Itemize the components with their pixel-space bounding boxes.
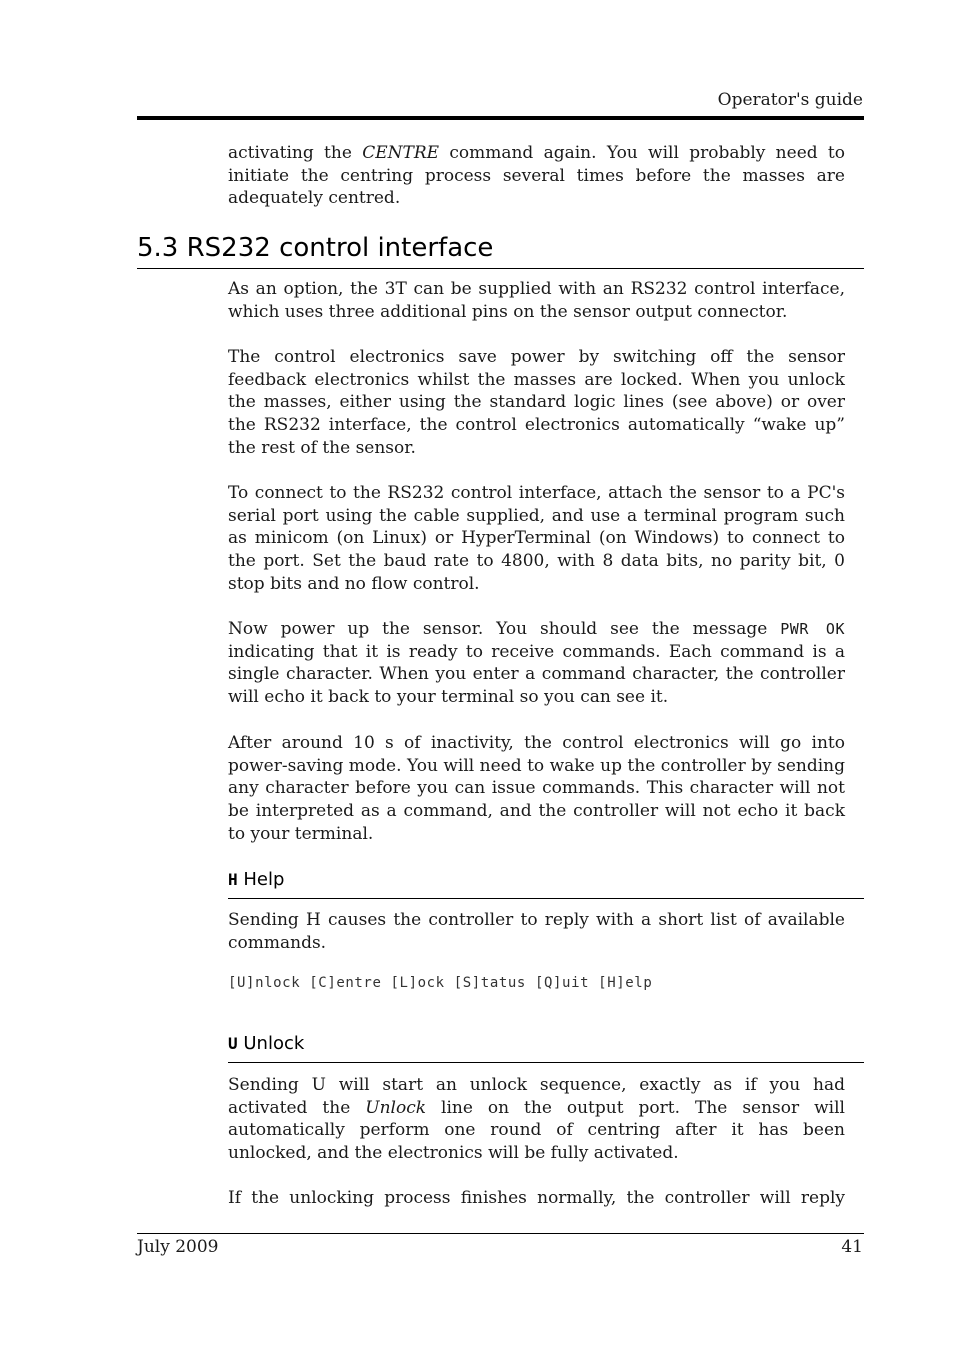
paragraph-text: Sending H causes the controller to reply with a short list of available commands. <box>228 910 845 953</box>
section-title: 5.3 RS232 control interface <box>137 233 494 263</box>
page-number: 41 <box>841 1237 863 1257</box>
help-heading <box>228 869 284 890</box>
unlock-key: U <box>228 1034 238 1053</box>
paragraph-connect <box>228 482 845 596</box>
help-rule <box>228 898 864 899</box>
intro-paragraph <box>228 142 845 210</box>
paragraph-power <box>228 346 845 460</box>
paragraph-text-post: indicating that it is ready to receive commands. Each command is a single character. When you enter a command character, the controller will echo it back to your terminal so you can see it. <box>228 641 845 708</box>
footer-date: July 2009 <box>137 1237 219 1257</box>
pwr-ok-message: PWR OK <box>780 620 845 638</box>
paragraph-inactivity <box>228 732 845 846</box>
paragraph-text: The control electronics save power by switching off the sensor feedback electronics whilst the masses are locked. When you unlock the masses, either using the standard logic lines (see above) or over the RS232 interface, the control electronics automatically “wake up” the rest of the sensor. <box>228 347 845 458</box>
help-key: H <box>228 870 238 889</box>
unlock-text-pre: Sending U will start an unlock sequence, exactly as if you had activated the <box>228 1075 845 1118</box>
centre-command: CENTRE <box>362 143 440 163</box>
unlock-title: Unlock <box>243 1033 305 1054</box>
unlock-heading <box>228 1033 304 1054</box>
unlock-paragraph <box>228 1074 845 1165</box>
help-code-output: [U]nlock [C]entre [L]ock [S]tatus [Q]uit [H]elp <box>228 975 653 991</box>
intro-text-pre: activating the <box>228 143 363 163</box>
unlock-paragraph-2 <box>228 1187 845 1210</box>
paragraph-option <box>228 278 845 323</box>
paragraph-text-pre: Now power up the sensor. You should see the message <box>228 619 781 639</box>
footer-rule <box>137 1233 864 1234</box>
running-header: Operator's guide <box>717 90 863 110</box>
paragraph-text: If the unlocking process finishes normally, the controller will reply <box>228 1188 845 1208</box>
unlock-rule <box>228 1062 864 1063</box>
help-title: Help <box>243 869 285 890</box>
paragraph-power-up <box>228 618 845 709</box>
paragraph-text: To connect to the RS232 control interface, attach the sensor to a PC's serial port using the cable supplied, and use a terminal program such as minicom (on Linux) or HyperTerminal (on Windows) to connect to the port. Set the baud rate to 4800, with 8 data bits, no parity bit, 0 stop bits and no flow control. <box>228 483 845 594</box>
help-paragraph <box>228 909 845 954</box>
paragraph-text: After around 10 s of inactivity, the control electronics will go into power-saving mode. You will need to wake up the controller by sending any character before you can issue commands. This character will not be interpreted as a command, and the controller will not echo it back to your terminal. <box>228 733 845 844</box>
section-rule <box>137 268 864 269</box>
unlock-text-post: line on the output port. The sensor will automatically perform one round of centring after it has been unlocked, and the electronics will be fully activated. <box>228 1097 845 1164</box>
unlock-line-name: Unlock <box>365 1097 427 1118</box>
intro-text-post: command again. You will probably need to initiate the centring process several times before the masses are adequately centred. <box>228 143 845 209</box>
paragraph-text: As an option, the 3T can be supplied with an RS232 control interface, which uses three additional pins on the sensor output connector. <box>228 279 845 322</box>
header-rule <box>137 116 864 120</box>
